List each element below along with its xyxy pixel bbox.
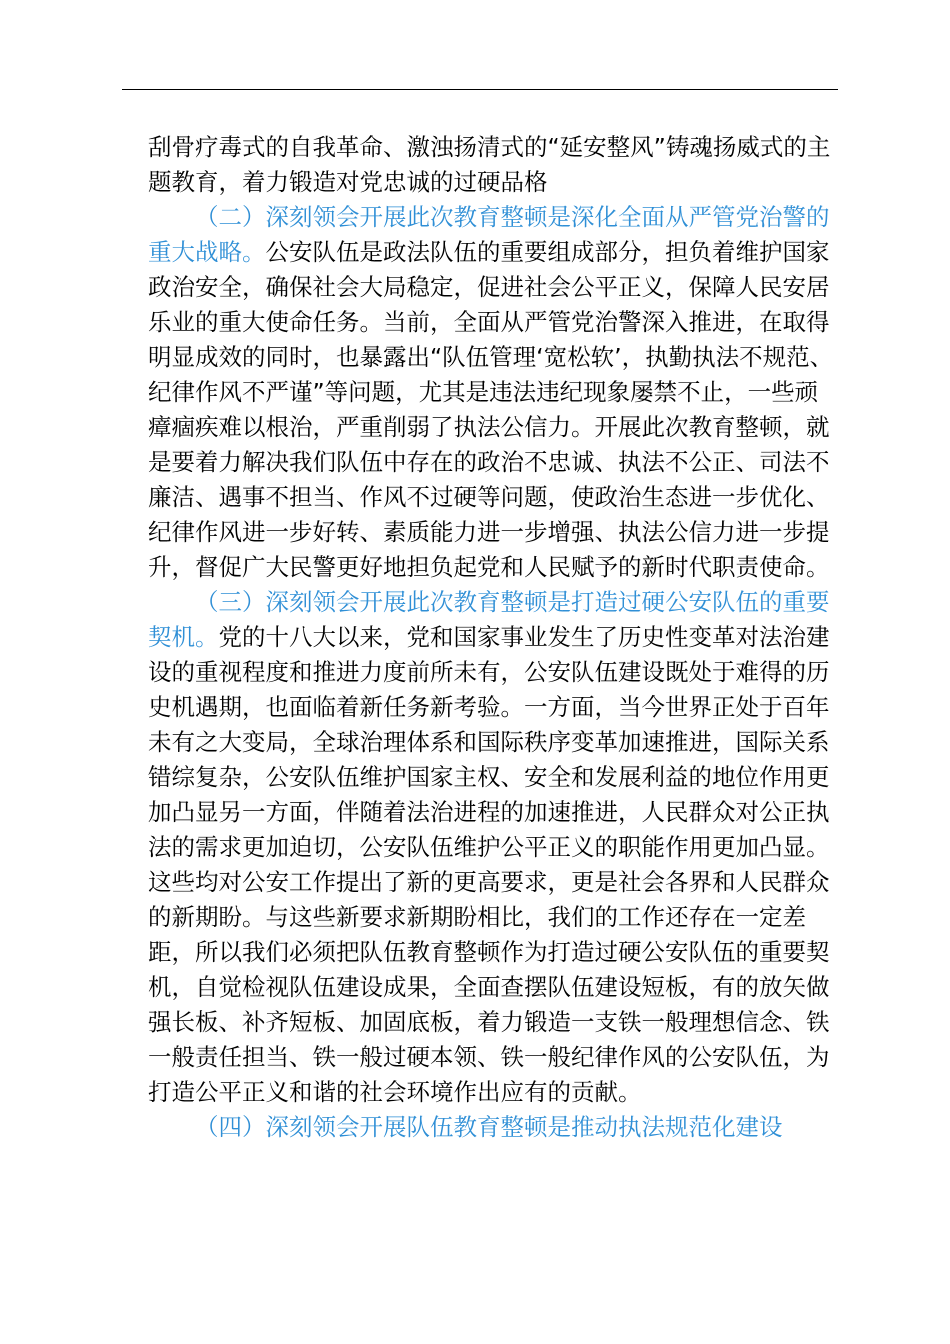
section-heading: （三）深刻领会开展此次教育整顿是打造过硬公安队伍的重要契机。 [148, 588, 830, 651]
paragraph-body: 党的十八大以来，党和国家事业发生了历史性变革对法治建设的重视程度和推进力度前所未有，公安队伍建设既处于难得的历史机遇期，也面临着新任务新考验。一方面，当今世界正处于百年未有之大变局，全球治理体系和国际秩序变革加速推进，国际关系错综复杂，公安队伍维护国家主权、安全和发展利益的地位作用更加凸显另一方面，伴随着法治进程的加速推进，人民群众对公正执法的需求更加迫切，公安队伍维护公平正义的职能作用更加凸显。这些均对公安工作提出了新的更高要求，更是社会各界和人民群众的新期盼。与这些新要求新期盼相比，我们的工作还存在一定差距，所以我们必须把队伍教育整顿作为打造过硬公安队伍的重要契机，自觉检视队伍建设成果，全面查摆队伍建设短板，有的放矢做强长板、补齐短板、加固底板，着力锻造一支铁一般理想信念、铁一般责任担当、铁一般过硬本领、铁一般纪律作风的公安队伍，为打造公平正义和谐的社会环境作出应有的贡献。 [148, 623, 830, 1106]
section-heading: （四）深刻领会开展队伍教育整顿是推动执法规范化建设 [195, 1113, 783, 1141]
paragraph-body: 公安队伍是政法队伍的重要组成部分，担负着维护国家政治安全，确保社会大局稳定，促进社会公平正义，保障人民安居乐业的重大使命任务。当前，全面从严管党治警深入推进，在取得明显成效的同时，也暴露出“队伍管理‘宽松软’，执勤执法不规范、纪律作风不严谨”等问题，尤其是违法违纪现象屡禁不止，一些顽瘴痼疾难以根治，严重削弱了执法公信力。开展此次教育整顿，就是要着力解决我们队伍中存在的政治不忠诚、执法不公正、司法不廉洁、遇事不担当、作风不过硬等问题，使政治生态进一步优化、纪律作风进一步好转、素质能力进一步增强、执法公信力进一步提升，督促广大民警更好地担负起党和人民赋予的新时代职责使命。 [148, 238, 834, 581]
paragraph-section-3 [148, 585, 838, 1110]
paragraph-section-4 [148, 1110, 838, 1145]
paragraph-body: 刮骨疗毒式的自我革命、激浊扬清式的“延安整风”铸魂扬威式的主题教育，着力锻造对党忠诚的过硬品格 [148, 133, 831, 196]
document-body [148, 130, 838, 1145]
paragraph-section-2 [148, 200, 838, 585]
section-heading: （二）深刻领会开展此次教育整顿是深化全面从严管党治警的重大战略。 [148, 203, 830, 266]
header-rule [122, 89, 838, 90]
paragraph-continued [148, 130, 838, 200]
